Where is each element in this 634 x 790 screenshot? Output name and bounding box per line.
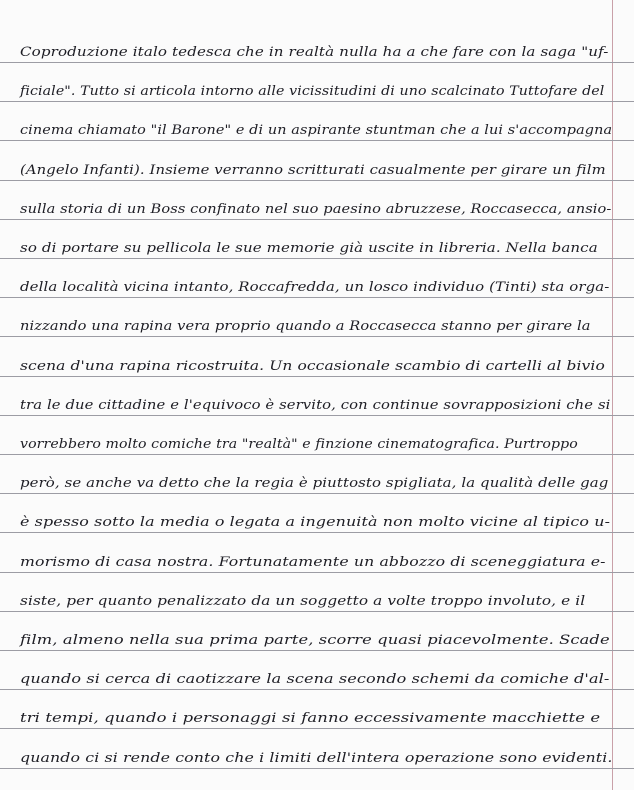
text-line: film, almeno nella sua prima parte, scorre quasi piacevolmente. Scade <box>20 633 610 648</box>
ruled-line <box>0 258 634 259</box>
ruled-line <box>0 650 634 651</box>
ruled-line <box>0 140 634 141</box>
text-line: morismo di casa nostra. Fortunatamente un abbozzo di sceneggiatura e- <box>20 555 606 570</box>
text-line: vorrebbero molto comiche tra "realtà" e finzione cinematografica. Purtroppo <box>20 437 578 452</box>
text-line: quando si cerca di caotizzare la scena secondo schemi da comiche d'al- <box>20 672 610 687</box>
text-line: quando ci si rende conto che i limiti dell'intera operazione sono evidenti. <box>20 751 613 766</box>
text-line: Coproduzione italo tedesca che in realtà nulla ha a che fare con la saga "uf- <box>20 45 609 60</box>
ruled-line <box>0 415 634 416</box>
ruled-line <box>0 454 634 455</box>
ruled-line <box>0 532 634 533</box>
ruled-line <box>0 493 634 494</box>
text-line: siste, per quanto penalizzato da un soggetto a volte troppo involuto, e il <box>20 594 586 609</box>
ruled-line <box>0 219 634 220</box>
ruled-line <box>0 62 634 63</box>
ruled-line <box>0 611 634 612</box>
text-line: è spesso sotto la media o legata a ingenuità non molto vicine al tipico u- <box>20 515 611 530</box>
ruled-line <box>0 376 634 377</box>
text-line: (Angelo Infanti). Insieme verranno scritturati casualmente per girare un film <box>20 163 606 178</box>
text-line: scena d'una rapina ricostruita. Un occasionale scambio di cartelli al bivio <box>20 359 605 374</box>
ruled-line <box>0 689 634 690</box>
text-line: cinema chiamato "il Barone" e di un aspirante stuntman che a lui s'accompagna <box>20 123 613 138</box>
text-line: però, se anche va detto che la regia è piuttosto spigliata, la qualità delle gag <box>20 476 609 491</box>
ruled-line <box>0 336 634 337</box>
margin-line <box>612 0 613 790</box>
ruled-line <box>0 572 634 573</box>
ruled-line <box>0 180 634 181</box>
text-line: so di portare su pellicola le sue memorie già uscite in libreria. Nella banca <box>20 241 598 256</box>
text-line: nizzando una rapina vera proprio quando a Roccasecca stanno per girare la <box>20 319 591 334</box>
ruled-line <box>0 768 634 769</box>
text-line: sulla storia di un Boss confinato nel suo paesino abruzzese, Roccasecca, ansio- <box>20 202 612 217</box>
ruled-line <box>0 101 634 102</box>
text-line: ficiale". Tutto si articola intorno alle vicissitudini di uno scalcinato Tuttofare del <box>20 84 605 99</box>
ruled-line <box>0 297 634 298</box>
ruled-line <box>0 728 634 729</box>
text-line: tra le due cittadine e l'equivoco è servito, con continue sovrapposizioni che si <box>20 398 611 413</box>
text-line: tri tempi, quando i personaggi si fanno eccessivamente macchiette e <box>20 711 601 726</box>
text-line: della località vicina intanto, Roccafredda, un losco individuo (Tinti) sta orga- <box>20 280 610 295</box>
